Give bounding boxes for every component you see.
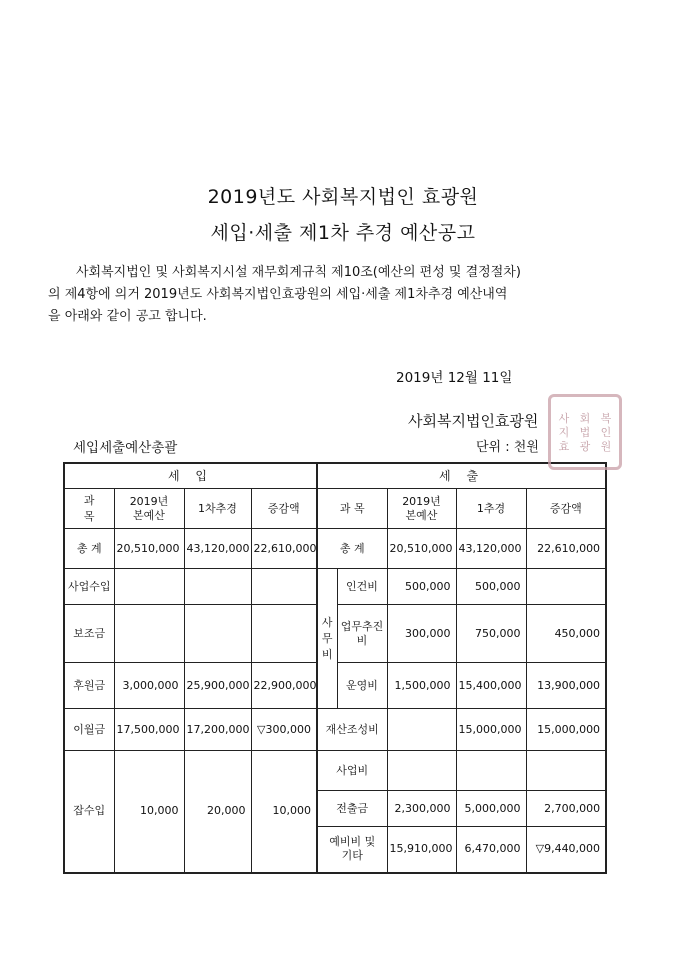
exp-item: 인건비 bbox=[337, 569, 387, 605]
total-rev-diff: 22,610,000 bbox=[251, 529, 317, 569]
col-base-exp: 2019년 본예산 bbox=[387, 489, 456, 529]
exp-item: 재산조성비 bbox=[317, 709, 387, 751]
exp-item: 운영비 bbox=[337, 663, 387, 709]
exp-diff: ▽9,440,000 bbox=[526, 827, 606, 873]
unit-label: 단위 : 천원 bbox=[476, 440, 539, 455]
rev-1: 20,000 bbox=[184, 751, 251, 873]
rev-1 bbox=[184, 605, 251, 663]
exp-diff: 2,700,000 bbox=[526, 791, 606, 827]
budget-table bbox=[63, 462, 607, 874]
notice-line-1: 사회복지법인 및 사회복지시설 재무회계규칙 제10조(예산의 편성 및 결정절차) bbox=[76, 265, 521, 280]
table-row bbox=[64, 569, 606, 605]
col-rev1: 1차추경 bbox=[184, 489, 251, 529]
total-rev-base: 20,510,000 bbox=[114, 529, 184, 569]
summary-title: 세입세출예산총괄 bbox=[73, 440, 178, 456]
exp-item: 전출금 bbox=[317, 791, 387, 827]
official-seal: 사 회 복 지 법 인 효 광 원 bbox=[548, 394, 622, 470]
rev-diff bbox=[251, 605, 317, 663]
exp-1: 15,000,000 bbox=[456, 709, 526, 751]
table-row bbox=[64, 709, 606, 751]
exp-1: 500,000 bbox=[456, 569, 526, 605]
group-header-row bbox=[64, 463, 606, 489]
exp-base: 2,300,000 bbox=[387, 791, 456, 827]
rev-1: 17,200,000 bbox=[184, 709, 251, 751]
total-label-exp: 총 계 bbox=[317, 529, 387, 569]
exp-diff bbox=[526, 569, 606, 605]
exp-base: 300,000 bbox=[387, 605, 456, 663]
notice-line-3: 을 아래와 같이 공고 합니다. bbox=[48, 309, 207, 324]
exp-diff: 13,900,000 bbox=[526, 663, 606, 709]
organization-name: 사회복지법인효광원 bbox=[408, 412, 539, 430]
col-item-exp: 과 목 bbox=[317, 489, 387, 529]
document-title: 2019년도 사회복지법인 효광원 bbox=[207, 186, 479, 208]
col-base: 2019년 본예산 bbox=[114, 489, 184, 529]
total-exp-1: 43,120,000 bbox=[456, 529, 526, 569]
exp-item: 업무추진 비 bbox=[337, 605, 387, 663]
exp-base bbox=[387, 751, 456, 791]
rev-1 bbox=[184, 569, 251, 605]
exp-base bbox=[387, 709, 456, 751]
revenue-header: 세 입 bbox=[64, 463, 317, 489]
exp-diff: 450,000 bbox=[526, 605, 606, 663]
notice-date: 2019년 12월 11일 bbox=[396, 370, 513, 386]
column-header-row bbox=[64, 489, 606, 529]
rev-item: 후원금 bbox=[64, 663, 114, 709]
operating-cost-label: 사 무 비 bbox=[317, 569, 337, 709]
exp-diff: 15,000,000 bbox=[526, 709, 606, 751]
col-diff: 증감액 bbox=[251, 489, 317, 529]
notice-paragraph bbox=[48, 262, 630, 328]
exp-item: 사업비 bbox=[317, 751, 387, 791]
exp-base: 1,500,000 bbox=[387, 663, 456, 709]
rev-item: 사업수입 bbox=[64, 569, 114, 605]
exp-1: 5,000,000 bbox=[456, 791, 526, 827]
total-exp-diff: 22,610,000 bbox=[526, 529, 606, 569]
exp-1 bbox=[456, 751, 526, 791]
exp-diff bbox=[526, 751, 606, 791]
rev-diff: ▽300,000 bbox=[251, 709, 317, 751]
rev-base bbox=[114, 569, 184, 605]
exp-base: 15,910,000 bbox=[387, 827, 456, 873]
rev-item: 잡수입 bbox=[64, 751, 114, 873]
exp-base: 500,000 bbox=[387, 569, 456, 605]
total-exp-base: 20,510,000 bbox=[387, 529, 456, 569]
rev-1: 25,900,000 bbox=[184, 663, 251, 709]
total-rev-1: 43,120,000 bbox=[184, 529, 251, 569]
document-subtitle: 세입·세출 제1차 추경 예산공고 bbox=[210, 222, 476, 244]
total-label: 총 계 bbox=[64, 529, 114, 569]
expense-header: 세 출 bbox=[317, 463, 606, 489]
notice-line-2: 의 제4항에 의거 2019년도 사회복지법인효광원의 세입·세출 제1차추경 예산내역 bbox=[48, 287, 508, 302]
exp-1: 15,400,000 bbox=[456, 663, 526, 709]
rev-item: 보조금 bbox=[64, 605, 114, 663]
rev-diff bbox=[251, 569, 317, 605]
rev-base: 3,000,000 bbox=[114, 663, 184, 709]
rev-base bbox=[114, 605, 184, 663]
col-diff-exp: 증감액 bbox=[526, 489, 606, 529]
rev-diff: 22,900,000 bbox=[251, 663, 317, 709]
total-row bbox=[64, 529, 606, 569]
exp-1: 750,000 bbox=[456, 605, 526, 663]
col-item: 과 목 bbox=[64, 489, 114, 529]
exp-item: 예비비 및 기타 bbox=[317, 827, 387, 873]
col-rev1-exp: 1추경 bbox=[456, 489, 526, 529]
table-row bbox=[64, 751, 606, 791]
rev-base: 17,500,000 bbox=[114, 709, 184, 751]
exp-1: 6,470,000 bbox=[456, 827, 526, 873]
rev-diff: 10,000 bbox=[251, 751, 317, 873]
rev-base: 10,000 bbox=[114, 751, 184, 873]
rev-item: 이월금 bbox=[64, 709, 114, 751]
